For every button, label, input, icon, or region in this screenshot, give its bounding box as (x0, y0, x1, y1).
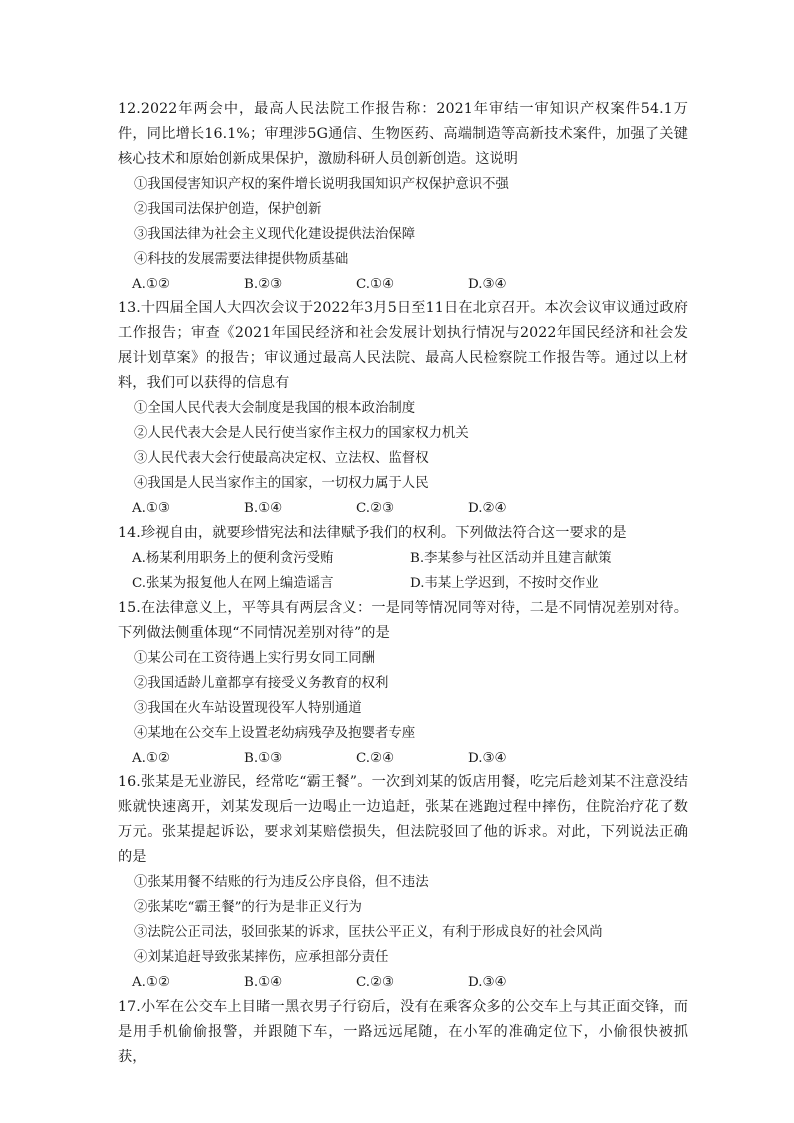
choice-c: C.①④ (356, 277, 395, 292)
statement-2: ②张某吃“霸王餐”的行为是非正义行为 (134, 900, 362, 915)
statement-3: ③法院公正司法，驳回张某的诉求，匡扶公平正义，有利于形成良好的社会风尚 (134, 925, 603, 940)
choice-a: A.①② (132, 751, 170, 766)
question-13 (118, 296, 688, 521)
choice-b: B.①④ (244, 975, 283, 990)
question-stem: 13.十四届全国人大四次会议于2022年3月5日至11日在北京召开。本次会议审议通过政府工作报告；审查《2021年国民经济和社会发展计划执行情况与2022年国民经济和社会发展计划草案》的报告；审议通过最高人民法院、最高人民检察院工作报告等。通过以上材料，我们可以获得的信息有 (118, 300, 688, 391)
question-17 (118, 995, 688, 1070)
choice-d: D.③④ (468, 975, 507, 990)
statement-3: ③我国法律为社会主义现代化建设提供法治保障 (134, 227, 416, 242)
statement-4: ④某地在公交车上设置老幼病残孕及抱婴者专座 (134, 726, 416, 741)
choice-d: D.③④ (468, 751, 507, 766)
choice-d: D.③④ (468, 277, 507, 292)
choice-c: C.②③ (356, 501, 395, 516)
answer-choices (118, 970, 688, 995)
question-stem: 14.珍视自由，就要珍惜宪法和法律赋予我们的权利。下列做法符合这一要求的是 (118, 525, 627, 541)
question-16 (118, 770, 688, 995)
statement-4: ④刘某追赶导致张某摔伤，应承担部分责任 (134, 950, 389, 965)
question-stem: 17.小军在公交车上目睹一黑衣男子行窃后，没有在乘客众多的公交车上与其正面交锋，而是用手机偷偷报警，并跟随下车，一路远远尾随，在小军的准确定位下，小偷很快被抓获， (118, 999, 688, 1065)
statement-2: ②我国适龄儿童都享有接受义务教育的权利 (134, 676, 389, 691)
statement-1: ①我国侵害知识产权的案件增长说明我国知识产权保护意识不强 (134, 177, 509, 192)
choice-c: C.张某为报复他人在网上编造谣言 (132, 576, 334, 591)
choice-b: B.①③ (244, 751, 283, 766)
statement-4: ④我国是人民当家作主的国家，一切权力属于人民 (134, 476, 429, 491)
answer-choices-row-1 (118, 546, 688, 571)
question-stem: 15.在法律意义上，平等具有两层含义：一是同等情况同等对待，二是不同情况差别对待。下列做法侧重体现“不同情况差别对待”的是 (118, 600, 688, 641)
answer-choices (118, 746, 688, 771)
statement-1: ①全国人民代表大会制度是我国的根本政治制度 (134, 401, 416, 416)
choice-a: A.①③ (132, 501, 170, 516)
statement-4: ④科技的发展需要法律提供物质基础 (134, 252, 349, 267)
question-stem: 16.张某是无业游民，经常吃“霸王餐”。一次到刘某的饭店用餐，吃完后趁刘某不注意没结账就快速离开，刘某发现后一边喝止一边追赶，张某在逃跑过程中摔伤，住院治疗花了数万元。张某提起诉讼，要求刘某赔偿损失，但法院驳回了他的诉求。对此，下列说法正确的是 (118, 774, 688, 865)
statement-1: ①张某用餐不结账的行为违反公序良俗，但不违法 (134, 875, 429, 890)
choice-b: B.李某参与社区活动并且建言献策 (410, 551, 612, 566)
statement-2: ②人民代表大会是人民行使当家作主权力的国家权力机关 (134, 426, 469, 441)
answer-choices (118, 496, 688, 521)
choice-d: D.②④ (468, 501, 507, 516)
question-14 (118, 521, 688, 596)
choice-a: A.杨某利用职务上的便利贪污受贿 (132, 551, 334, 566)
statement-3: ③我国在火车站设置现役军人特别通道 (134, 701, 362, 716)
choice-d: D.韦某上学迟到，不按时交作业 (410, 576, 599, 591)
answer-choices (118, 272, 688, 297)
choice-c: C.②③ (356, 975, 395, 990)
choice-a: A.①② (132, 975, 170, 990)
statement-1: ①某公司在工资待遇上实行男女同工同酬 (134, 651, 376, 666)
question-stem: 12.2022年两会中，最高人民法院工作报告称：2021年审结一审知识产权案件54.1万件，同比增长16.1%；审理涉5G通信、生物医药、高端制造等高新技术案件，加强了关键核心技术和原始创新成果保护，激励科研人员创新创造。这说明 (118, 101, 688, 167)
answer-choices-row-2 (118, 571, 688, 596)
statement-2: ②我国司法保护创造，保护创新 (134, 202, 322, 217)
choice-a: A.①② (132, 277, 170, 292)
question-12 (118, 97, 688, 297)
question-15 (118, 596, 688, 771)
choice-c: C.②④ (356, 751, 395, 766)
statement-3: ③人民代表大会行使最高决定权、立法权、监督权 (134, 451, 429, 466)
choice-b: B.①④ (244, 501, 283, 516)
choice-b: B.②③ (244, 277, 283, 292)
